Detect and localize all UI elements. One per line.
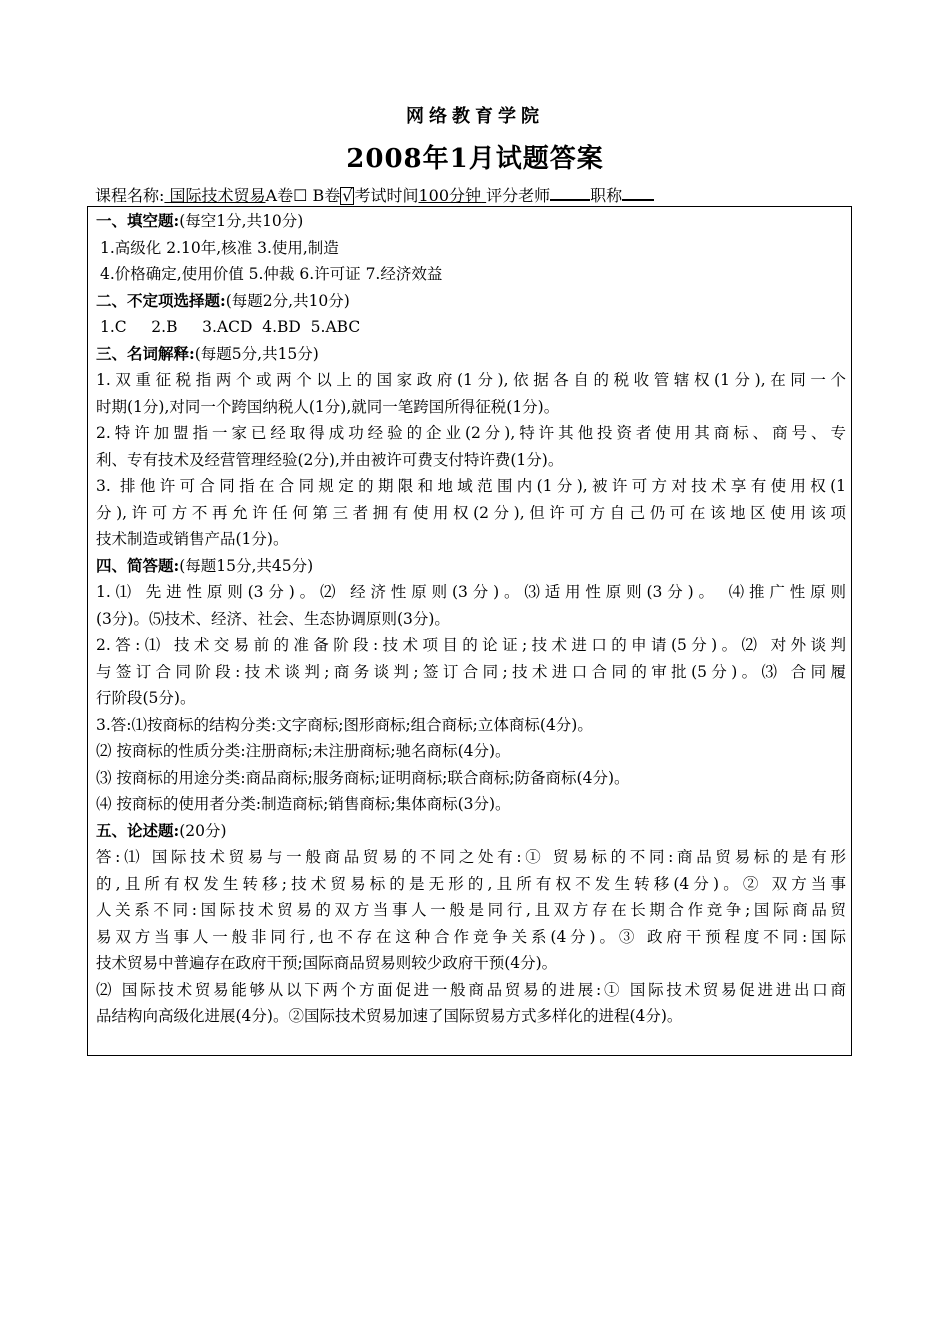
rank-blank bbox=[622, 185, 654, 201]
section-4-line: (3分)。⑸技术、经济、社会、生态协调原则(3分)。 bbox=[96, 609, 450, 628]
course-info-line bbox=[95, 185, 855, 206]
grader-blank bbox=[550, 185, 590, 201]
section-3-line: 分),许可方不再允许任何第三者拥有使用权(2分),但许可方自己仍可在该地区使用该项 bbox=[96, 503, 846, 522]
section-4-line: 行阶段(5分)。 bbox=[96, 689, 196, 707]
section-4-line: ⑷ 按商标的使用者分类:制造商标;销售商标;集体商标(3分)。 bbox=[96, 795, 511, 813]
section-4-line: ⑶ 按商标的用途分类:商品商标;服务商标;证明商标;联合商标;防备商标(4分)。 bbox=[96, 768, 630, 787]
section-3-line: 2.特许加盟指一家已经取得成功经验的企业(2分),特许其他投资者使用其商标、商号、专 bbox=[96, 424, 846, 442]
section-2-heading: 二、不定项选择题:(每题2分,共10分) bbox=[96, 290, 350, 310]
section-3-line: 技术制造或销售产品(1分)。 bbox=[96, 530, 289, 548]
answer-content bbox=[96, 208, 846, 1030]
section-4-line: 1.⑴ 先进性原则(3分)。⑵ 经济性原则(3分)。⑶适用性原则(3分)。 ⑷推广性原则 bbox=[96, 583, 846, 601]
section-3-line: 3. 排他许可合同指在合同规定的期限和地域范围内(1分),被许可方对技术享有使用权(1 bbox=[96, 477, 846, 495]
time-label: 考试时间 bbox=[354, 186, 419, 205]
section-5-heading: 五、论述题:(20分) bbox=[96, 820, 227, 840]
section-4-line: 2.答:⑴ 技术交易前的准备阶段:技术项目的论证;技术进口的申请(5分)。⑵ 对外谈判 bbox=[96, 636, 846, 654]
paper-b-label: B卷 bbox=[312, 186, 341, 205]
section-5-line: 技术贸易中普遍存在政府干预;国际商品贸易则较少政府干预(4分)。 bbox=[96, 954, 558, 972]
section-4-line: 3.答:⑴按商标的结构分类:文字商标;图形商标;组合商标;立体商标(4分)。 bbox=[96, 715, 593, 734]
paper-a-label: A卷 bbox=[265, 186, 294, 205]
section-4-heading: 四、简答题:(每题15分,共45分) bbox=[96, 555, 314, 575]
section-4-line: 与签订合同阶段:技术谈判;商务谈判;签订合同;技术进口合同的审批(5分)。⑶ 合同履 bbox=[96, 662, 846, 681]
page-title: 2008年1月试题答案 bbox=[346, 144, 604, 174]
course-label: 课程名称: bbox=[95, 186, 165, 205]
section-5-line: 易双方当事人一般非同行,也不存在这种合作竞争关系(4分)。③ 政府干预程度不同:国际 bbox=[96, 927, 846, 946]
section-3-heading: 三、名词解释:(每题5分,共15分) bbox=[96, 343, 319, 363]
rank-label: 职称 bbox=[590, 186, 623, 205]
section-5-line: ⑵ 国际技术贸易能够从以下两个方面促进一般商品贸易的进展:① 国际技术贸易促进进出口商 bbox=[96, 980, 846, 999]
section-5-line: 品结构向高级化进展(4分)。②国际技术贸易加速了国际贸易方式多样化的进程(4分)。 bbox=[96, 1007, 683, 1025]
section-5-line: 人关系不同:国际技术贸易的双方当事人一般是同行,且双方存在长期合作竞争;国际商品贸 bbox=[96, 901, 846, 919]
school-name: 网络教育学院 bbox=[406, 106, 544, 127]
grader-label: 评分老师 bbox=[486, 186, 551, 205]
section-1-heading: 一、填空题:(每空1分,共10分) bbox=[96, 211, 304, 230]
course-name: 国际技术贸易 bbox=[169, 186, 266, 205]
section-3-line: 利、专有技术及经营管理经验(2分),并由被许可费支付特许费(1分)。 bbox=[96, 450, 564, 469]
section-4-line: ⑵ 按商标的性质分类:注册商标;未注册商标;驰名商标(4分)。 bbox=[96, 742, 511, 760]
checkbox-a[interactable]: ☐ bbox=[293, 186, 308, 205]
section-5-line: 答:⑴ 国际技术贸易与一般商品贸易的不同之处有:① 贸易标的不同:商品贸易标的是有形 bbox=[96, 848, 846, 866]
section-5-line: 的,且所有权发生转移;技术贸易标的是无形的,且所有权不发生转移(4分)。② 双方当事 bbox=[96, 874, 846, 893]
section-1-line: 1.高级化 2.10年,核准 3.使用,制造 bbox=[100, 238, 339, 257]
section-3-line: 时期(1分),对同一个跨国纳税人(1分),就同一笔跨国所得征税(1分)。 bbox=[96, 397, 560, 416]
time-value: 100分钟 bbox=[418, 186, 482, 205]
section-3-line: 1.双重征税指两个或两个以上的国家政府(1分),依据各自的税收管辖权(1分),在同一个 bbox=[96, 371, 846, 389]
section-1-line: 4.价格确定,使用价值 5.仲裁 6.许可证 7.经济效益 bbox=[100, 265, 443, 283]
checkbox-b[interactable]: √ bbox=[342, 186, 353, 205]
section-2-line: 1.C 2.B 3.ACD 4.BD 5.ABC bbox=[100, 318, 361, 336]
